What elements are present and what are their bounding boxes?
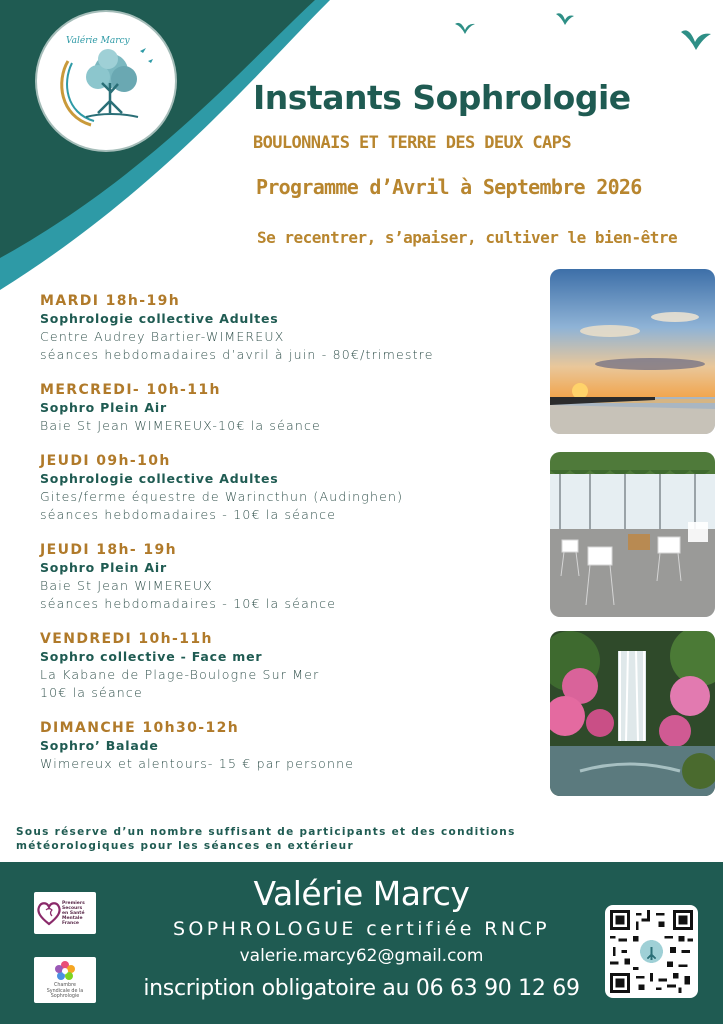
session-item bbox=[40, 381, 540, 435]
program-subtitle: Programme d’Avril à Septembre 2026 bbox=[256, 175, 642, 199]
session-name: Sophrologie collective Adultes bbox=[40, 471, 279, 486]
flying-birds-icon bbox=[443, 10, 723, 70]
practitioner-title: SOPHROLOGUE certifiée RNCP bbox=[172, 918, 551, 940]
session-day: JEUDI 09h-10h bbox=[40, 453, 171, 469]
disclaimer-line: météorologiques pour les séances en extérieur bbox=[16, 840, 354, 852]
session-item bbox=[40, 292, 540, 364]
session-item bbox=[40, 719, 540, 773]
session-item bbox=[40, 541, 540, 613]
logo-text: Valérie Marcy bbox=[66, 36, 130, 46]
session-name: Sophro Plein Air bbox=[40, 400, 167, 415]
flower-logo-icon bbox=[53, 960, 77, 982]
session-location: La Kabane de Plage-Boulogne Sur Mer bbox=[40, 667, 320, 682]
session-price: 10€ la séance bbox=[40, 685, 143, 700]
session-day: VENDREDI 10h-11h bbox=[40, 631, 213, 647]
phone-registration[interactable]: inscription obligatoire au 06 63 90 12 69 bbox=[143, 976, 580, 1001]
heart-brain-icon bbox=[36, 898, 62, 928]
waterfall-garden-photo bbox=[550, 631, 715, 796]
qr-code[interactable] bbox=[605, 905, 698, 998]
session-price: séances hebdomadaires - 10€ la séance bbox=[40, 596, 337, 611]
disclaimer-line: Sous réserve d’un nombre suffisant de participants et des conditions bbox=[16, 826, 516, 838]
session-location: Centre Audrey Bartier-WIMEREUX bbox=[40, 329, 285, 344]
email-link[interactable]: valerie.marcy62@gmail.com bbox=[239, 946, 484, 966]
session-name: Sophrologie collective Adultes bbox=[40, 311, 279, 326]
disclaimer-note bbox=[16, 825, 576, 853]
qr-code-icon bbox=[610, 910, 693, 993]
session-item bbox=[40, 630, 540, 702]
session-price: séances hebdomadaires - 10€ la séance bbox=[40, 507, 337, 522]
session-name: Sophro Plein Air bbox=[40, 560, 167, 575]
region-subtitle: BOULONNAIS ET TERRE DES DEUX CAPS bbox=[253, 133, 571, 153]
psm-france-badge bbox=[34, 892, 96, 934]
session-day: DIMANCHE 10h30-12h bbox=[40, 720, 240, 736]
session-location: Baie St Jean WIMEREUX bbox=[40, 578, 213, 593]
session-name: Sophro collective - Face mer bbox=[40, 649, 263, 664]
tagline: Se recentrer, s’apaiser, cultiver le bien-être bbox=[257, 228, 678, 247]
session-day: MERCREDI- 10h-11h bbox=[40, 382, 221, 398]
schedule-list bbox=[40, 292, 540, 790]
chambre-syndicale-badge bbox=[34, 957, 96, 1003]
chambre-badge-text: Chambre Syndicale de la Sophrologie bbox=[46, 983, 84, 1000]
session-location: Wimereux et alentours- 15 € par personne bbox=[40, 756, 355, 771]
session-price: séances hebdomadaires d’avril à juin - 80€/trimestre bbox=[40, 347, 434, 362]
page-title: Instants Sophrologie bbox=[253, 78, 631, 117]
session-day: MARDI 18h-19h bbox=[40, 293, 181, 309]
session-name: Sophro’ Balade bbox=[40, 738, 159, 753]
sunset-pier-photo bbox=[550, 269, 715, 434]
tree-of-life-icon bbox=[46, 21, 166, 141]
session-location: Gites/ferme équestre de Warincthun (Audinghen) bbox=[40, 489, 404, 504]
logo bbox=[37, 12, 175, 150]
session-day: JEUDI 18h- 19h bbox=[40, 542, 178, 558]
session-item bbox=[40, 452, 540, 524]
terrace-chairs-photo bbox=[550, 452, 715, 617]
practitioner-name: Valérie Marcy bbox=[253, 874, 470, 913]
psm-badge-text: Premiers Secours en Santé Mentale France bbox=[62, 900, 85, 926]
session-location: Baie St Jean WIMEREUX-10€ la séance bbox=[40, 418, 321, 433]
